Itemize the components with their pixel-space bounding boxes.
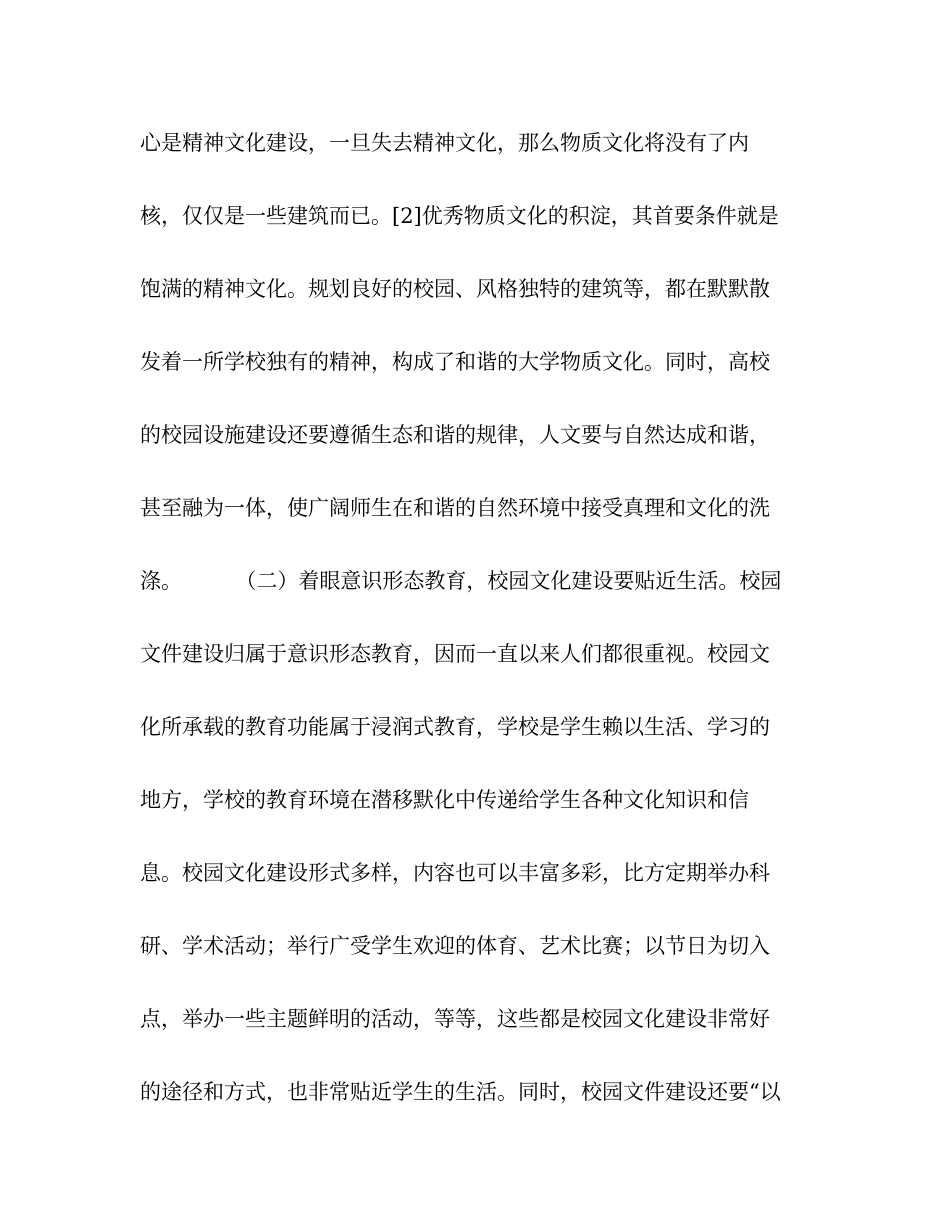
text-line: 甚至融为一体，使广阔师生在和谐的自然环境中接受真理和文化的洗 [140,496,770,520]
text-line: 息。校园文化建设形式多样，内容也可以丰富多彩，比方定期举办科 [140,861,770,885]
text-line: 研、学术活动；举行广受学生欢迎的体育、艺术比赛；以节日为切入 [140,934,770,958]
text-line: 涤。 （二）着眼意识形态教育，校园文化建设要贴近生活。校园 [140,569,782,593]
text-line: 地方，学校的教育环境在潜移默化中传递给学生各种文化知识和信 [140,788,749,812]
text-line: 化所承载的教育功能属于浸润式教育，学校是学生赖以生活、学习的 [140,715,770,739]
text-line: 发着一所学校独有的精神，构成了和谐的大学物质文化。同时，高校 [140,350,770,374]
text-line: 饱满的精神文化。规划良好的校园、风格独特的建筑等，都在默默散 [140,277,770,301]
text-line: 心是精神文化建设，一旦失去精神文化，那么物质文化将没有了内 [140,131,749,155]
text-line: 的校园设施建设还要遵循生态和谐的规律，人文要与自然达成和谐， [140,423,770,447]
text-line: 点，举办一些主题鲜明的活动，等等，这些都是校园文化建设非常好 [140,1007,770,1031]
text-line: 核，仅仅是一些建筑而已。[2]优秀物质文化的积淀，其首要条件就是 [140,204,779,228]
text-line: 的途径和方式，也非常贴近学生的生活。同时，校园文件建设还要“以 [140,1080,781,1104]
text-line: 文件建设归属于意识形态教育，因而一直以来人们都很重视。校园文 [140,642,770,666]
